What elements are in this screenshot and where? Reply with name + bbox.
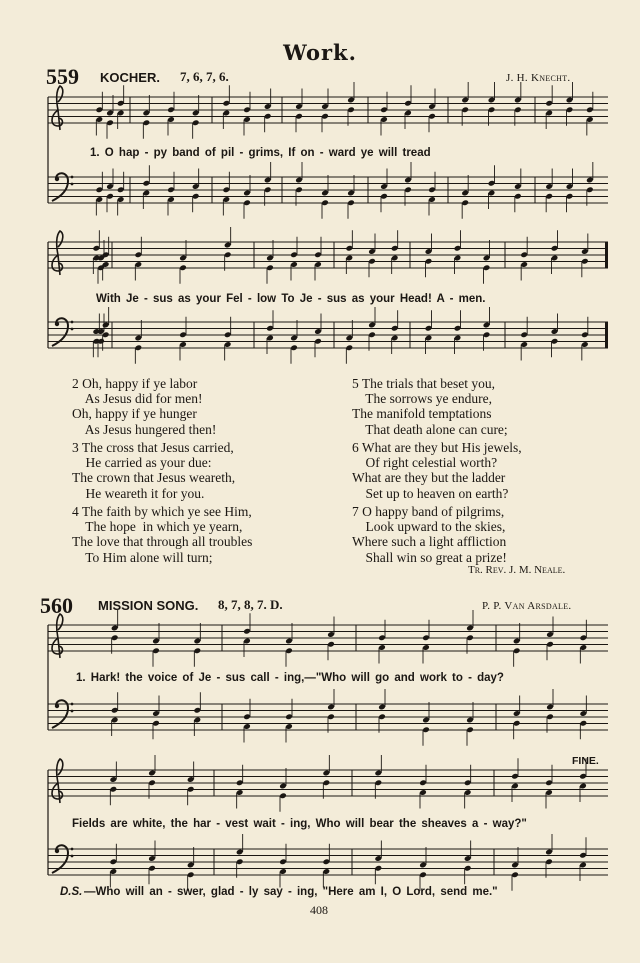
hymn-560-lyric-line-1: 1. Hark! the voice of Je - sus call - ing,—"Who will go and work to - day? bbox=[76, 672, 504, 684]
hymn-559-tune: KOCHER. bbox=[100, 70, 160, 85]
ds-label: D.S. bbox=[60, 886, 83, 898]
hymn-560-composer: P. P. Van Arsdale. bbox=[482, 600, 572, 612]
hymn-559-number: 559 bbox=[46, 64, 79, 89]
fine-marking: FINE. bbox=[572, 755, 599, 767]
hymn-559-meter: 7, 6, 7, 6. bbox=[180, 69, 229, 84]
hymn-559-system-2-final-bar bbox=[605, 242, 608, 268]
hymn-559-system-2-final-bar bbox=[605, 322, 608, 348]
section-title: Work. bbox=[283, 40, 357, 65]
hymn-560-tune: MISSION SONG. bbox=[98, 598, 199, 613]
hymn-559-verse-5: 5 The trials that beset you, The sorrows ye endure, The manifold temptations That death alone can cure; bbox=[352, 376, 508, 437]
hymn-559-verse-2: 2 Oh, happy if ye labor As Jesus did for men! Oh, happy if ye hunger As Jesus hungered then! bbox=[72, 376, 217, 437]
hymn-559-verse-6: 6 What are they but His jewels, Of right celestial worth? What are they but the ladder Set up to heaven on earth? bbox=[352, 440, 522, 501]
ds-lyric-line: —Who will an - swer, glad - ly say - ing, "Here am I, O Lord, send me." bbox=[84, 886, 498, 898]
hymn-559-verse-3: 3 The cross that Jesus carried, He carried as your due: The crown that Jesus weareth, He weareth it for you. bbox=[72, 440, 236, 501]
hymn-560-lyric-line-2: Fields are white, the har - vest wait - ing, Who will bear the sheaves a - way?" bbox=[72, 818, 527, 830]
hymn-559-verse-7: 7 O happy band of pilgrims, Look upward to the skies, Where such a light affliction Shall win so great a prize! bbox=[352, 504, 507, 565]
hymn-560-number: 560 bbox=[40, 593, 73, 618]
page-number: 408 bbox=[310, 903, 328, 917]
hymn-559-verse-4: 4 The faith by which ye see Him, The hope in which ye yearn, The love that through all troubles To Him alone will turn; bbox=[72, 504, 253, 565]
hymn-559-composer: J. H. Knecht. bbox=[506, 72, 571, 84]
hymn-559-credit: Tr. Rev. J. M. Neale. bbox=[468, 564, 566, 576]
hymn-559-lyric-line-2: With Je - sus as your Fel - low To Je - sus as your Head! A - men. bbox=[96, 293, 486, 305]
hymn-559-lyric-line-1: 1. O hap - py band of pil - grims, If on - ward ye will tread bbox=[90, 147, 431, 159]
hymn-560-meter: 8, 7, 8, 7. D. bbox=[218, 597, 283, 612]
